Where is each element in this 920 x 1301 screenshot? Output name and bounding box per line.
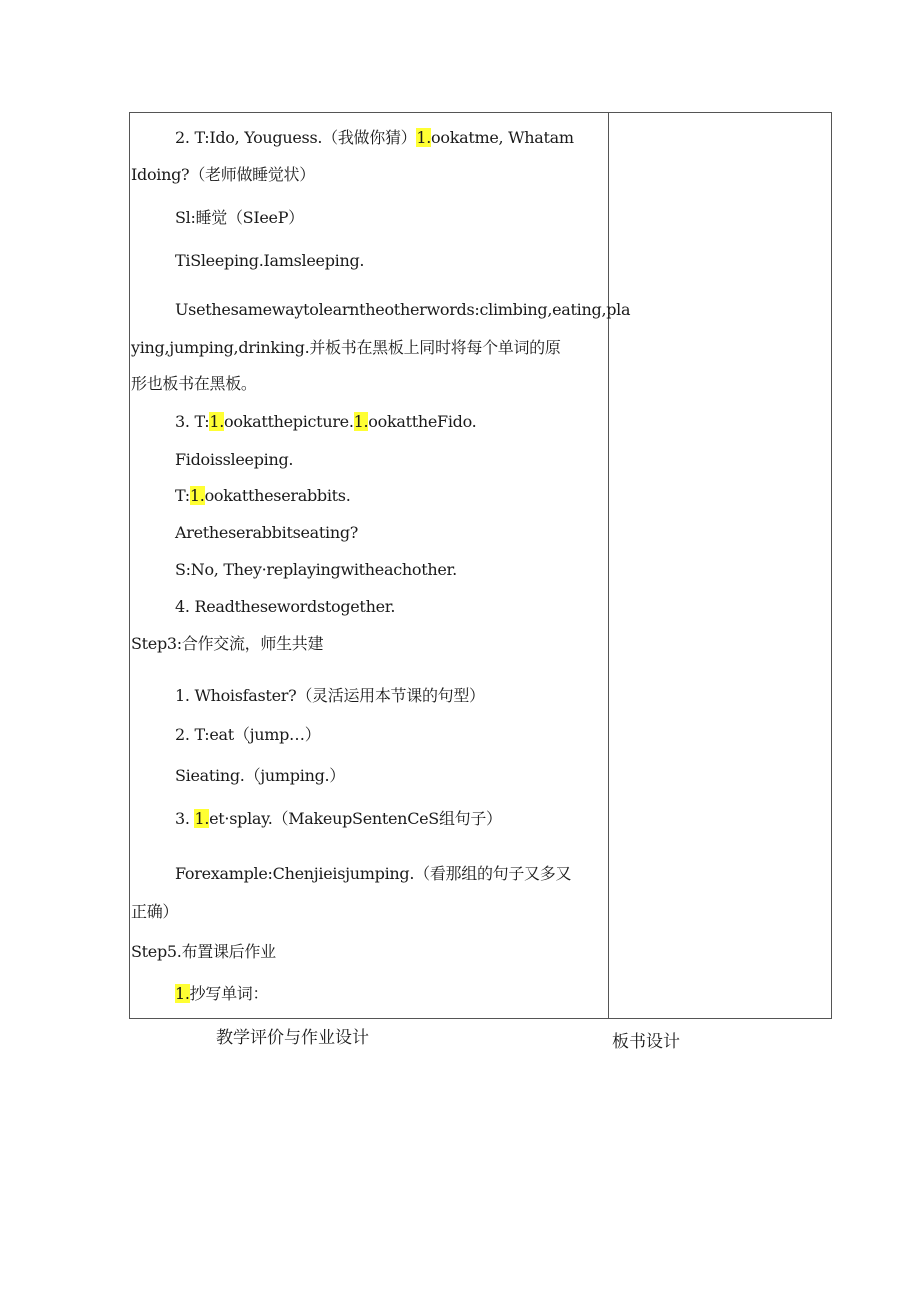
line-text: 2. T:Ido, Youguess.（我做你猜） xyxy=(175,128,417,147)
line-text: ying,jumping,drinking.并板书在黑板上同时将每个单词的原 xyxy=(131,338,561,357)
highlighted-text: 1. xyxy=(353,412,369,431)
line-text: Idoing?（老师做睡觉状） xyxy=(131,165,315,184)
footer-left-label: 教学评价与作业设计 xyxy=(216,1028,369,1048)
text-line xyxy=(175,450,293,470)
text-line xyxy=(175,251,364,271)
text-line xyxy=(175,725,320,745)
text-line xyxy=(175,523,358,543)
line-text: ookatme, Whatam xyxy=(431,128,574,147)
lesson-table xyxy=(129,112,832,1019)
text-line xyxy=(175,809,502,829)
line-text: ookatthepicture. xyxy=(224,412,354,431)
highlighted-text: 1. xyxy=(416,128,432,147)
line-text: T: xyxy=(175,486,190,505)
highlighted-text: 1. xyxy=(189,486,205,505)
text-line xyxy=(131,374,257,394)
line-text: et·splay.（MakeupSentenCeS组句子） xyxy=(209,809,502,828)
line-text: 2. T:eat（jump…） xyxy=(175,725,321,744)
text-line xyxy=(131,338,561,358)
line-text: Step5.布置课后作业 xyxy=(131,942,276,961)
highlighted-text: 1. xyxy=(175,984,190,1003)
text-line xyxy=(131,942,276,962)
text-line xyxy=(175,864,571,884)
line-text: ookattheFido. xyxy=(368,412,477,431)
line-text: 形也板书在黑板。 xyxy=(131,374,257,393)
text-line xyxy=(175,486,351,506)
line-text: TiSleeping.Iamsleeping. xyxy=(175,251,365,270)
text-line xyxy=(175,984,268,1004)
line-text: S:No, They·replayingwitheachother. xyxy=(175,560,457,579)
text-line xyxy=(175,597,395,617)
text-line xyxy=(175,208,304,228)
text-line xyxy=(175,412,476,432)
text-line xyxy=(175,128,574,148)
line-text: 4. Readthesewordstogether. xyxy=(175,597,396,616)
text-line xyxy=(175,766,345,786)
highlighted-text: 1. xyxy=(194,809,210,828)
line-text: Forexample:Chenjieisjumping.（看那组的句子又多又 xyxy=(175,864,572,883)
line-text: Usethesamewaytolearntheotherwords:climbing,eating,pla xyxy=(175,300,631,319)
footer-right-label: 板书设计 xyxy=(612,1032,680,1052)
line-text: Fidoissleeping. xyxy=(175,450,294,469)
line-text: 3. xyxy=(175,809,195,828)
text-line xyxy=(131,634,323,654)
line-text: 抄写单词： xyxy=(189,984,269,1003)
line-text: 3. T: xyxy=(175,412,210,431)
line-text: 1. Whoisfaster?（灵活运用本节课的句型） xyxy=(175,686,485,705)
line-text: ookattheserabbits. xyxy=(204,486,351,505)
right-cell-empty xyxy=(609,113,831,1018)
highlighted-text: 1. xyxy=(209,412,225,431)
line-text: Sieating.（jumping.） xyxy=(175,766,345,785)
text-line xyxy=(131,165,315,185)
line-text: Sl:睡觉（SIeeP） xyxy=(175,208,304,227)
line-text: Step3:合作交流，师生共建 xyxy=(131,634,324,653)
text-line xyxy=(175,686,485,706)
text-line xyxy=(175,560,457,580)
text-line xyxy=(175,300,630,320)
line-text: 正确） xyxy=(131,902,179,921)
text-line xyxy=(131,902,178,922)
line-text: Aretheserabbitseating? xyxy=(175,523,359,542)
